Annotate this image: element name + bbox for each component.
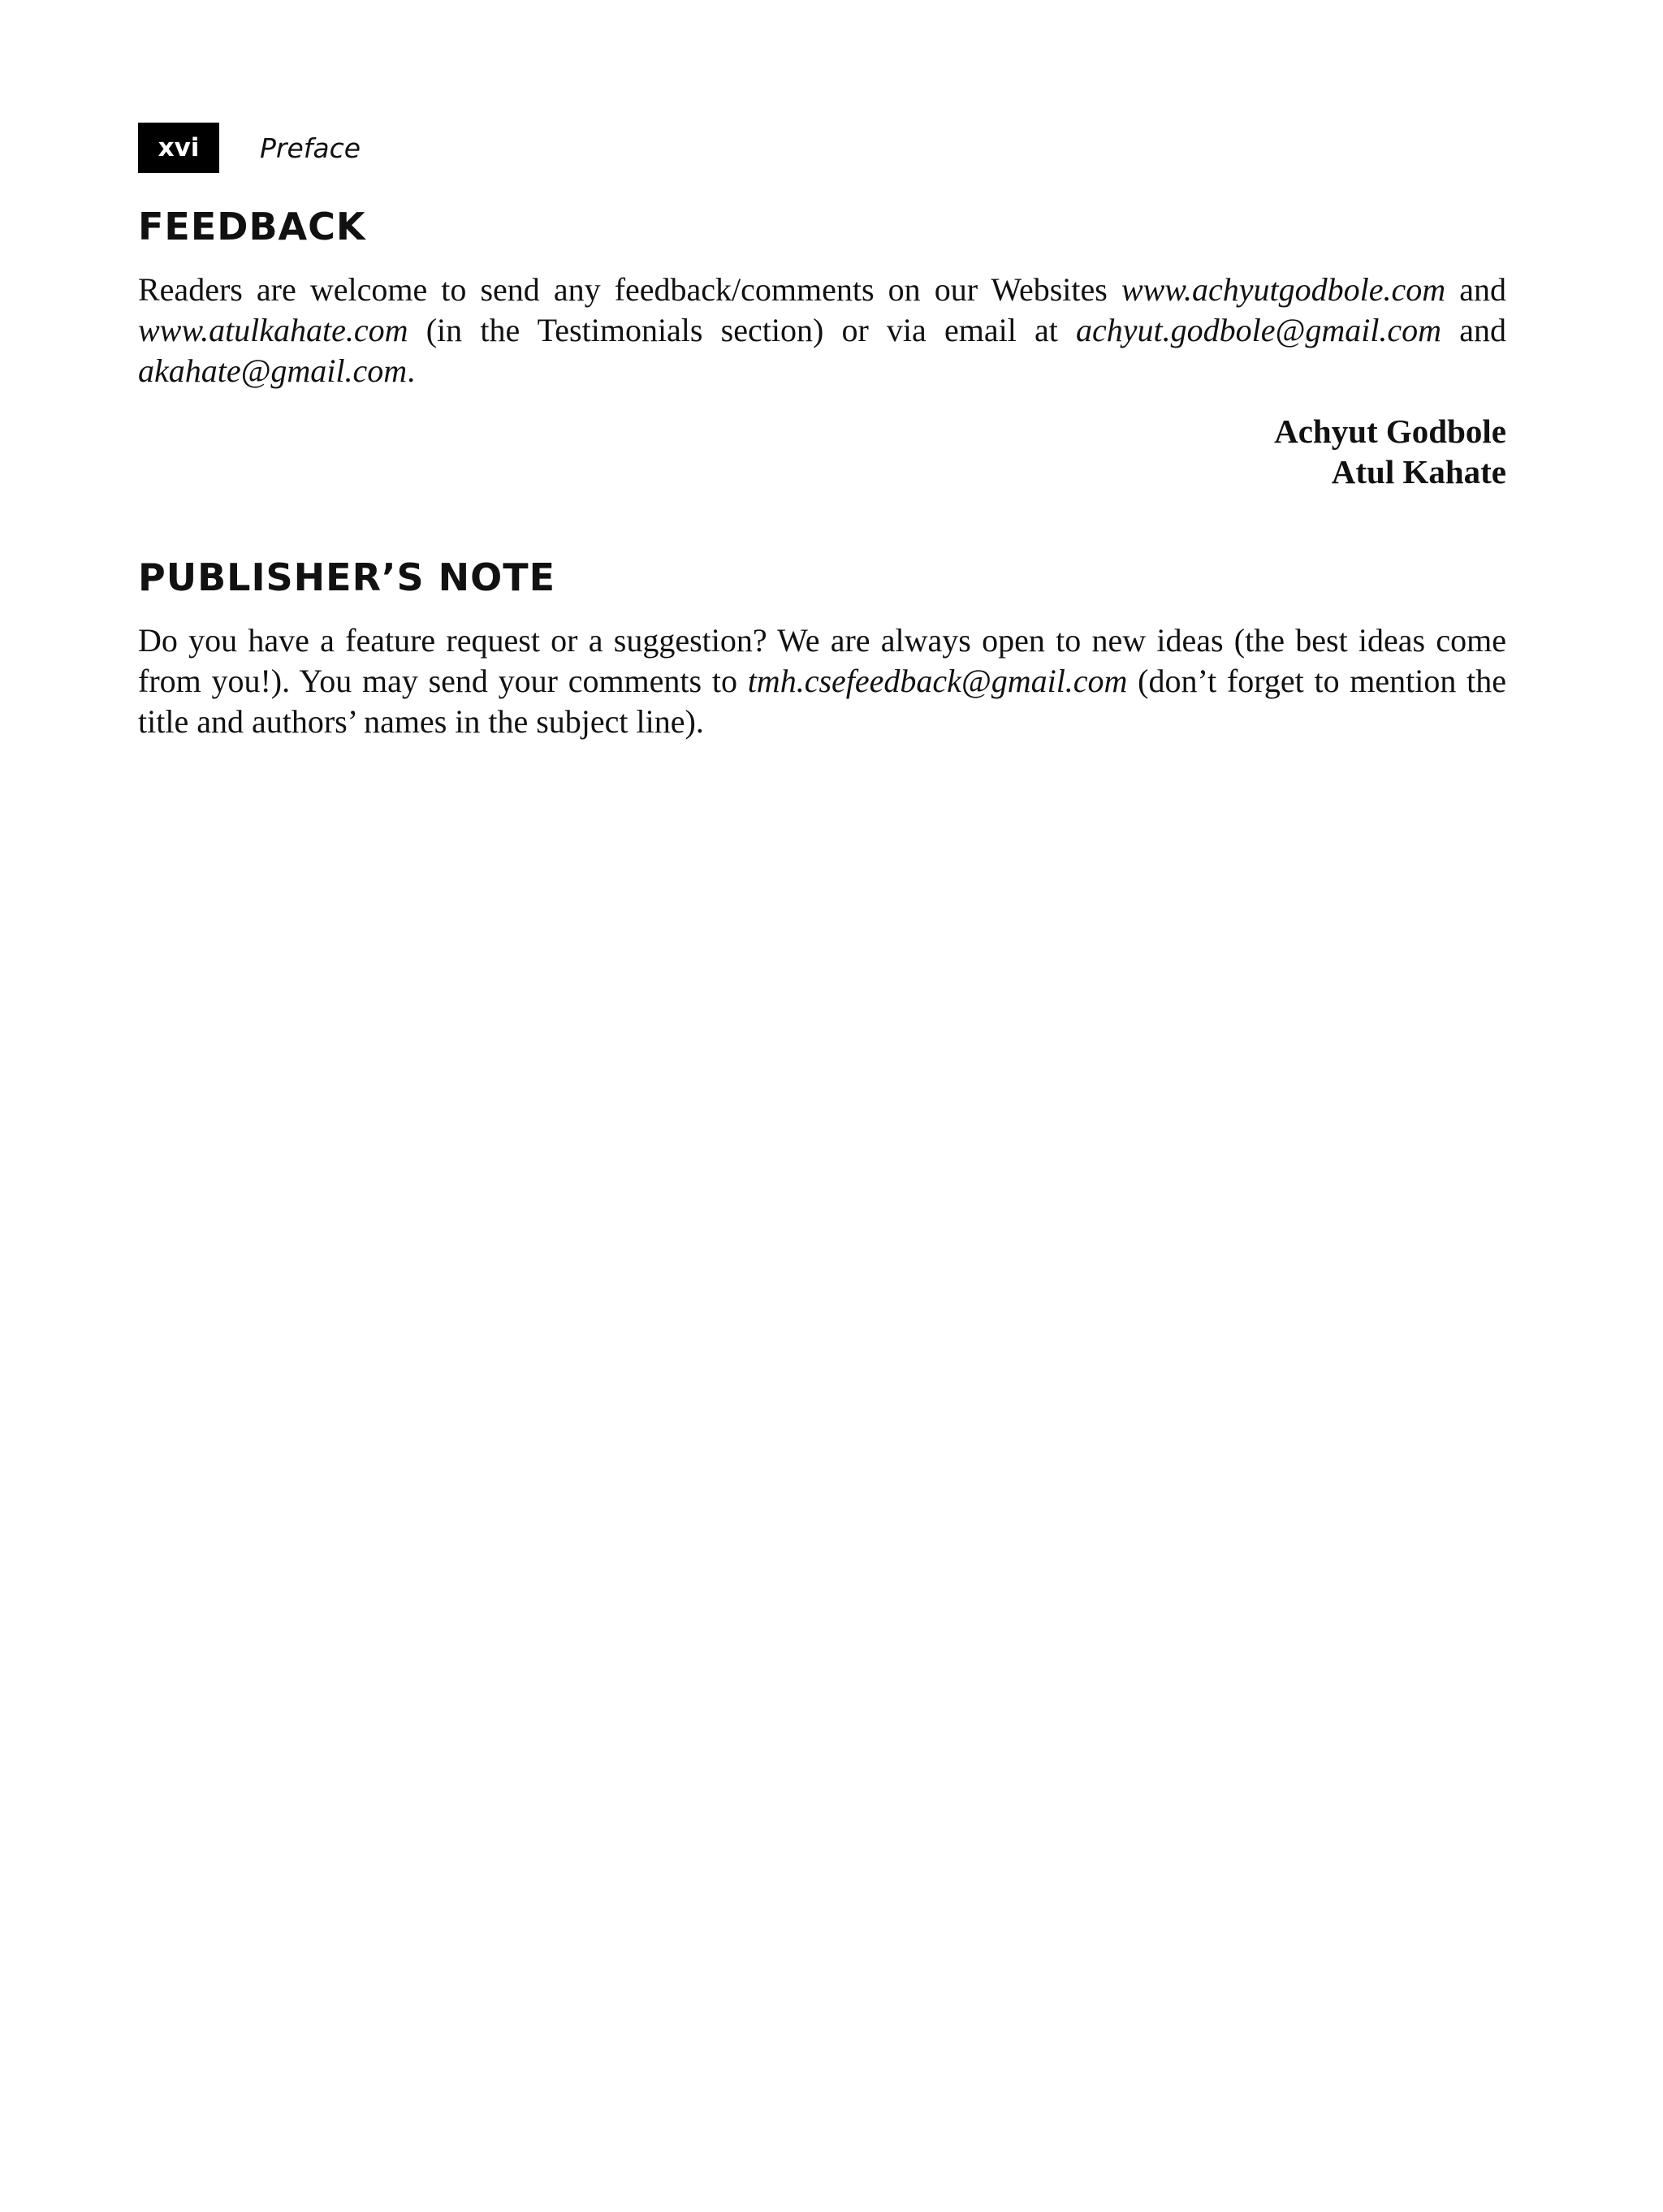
website-link-achyutgodbole: www.achyutgodbole.com <box>1121 271 1446 308</box>
feedback-text-1: Readers are welcome to send any feedback/comments on our Websites <box>138 271 1121 308</box>
email-akahate: akahate@gmail.com <box>138 352 408 389</box>
page <box>138 122 1506 742</box>
running-head-section: Preface <box>260 132 361 164</box>
website-link-atulkahate: www.atulkahate.com <box>138 312 408 348</box>
feedback-paragraph <box>138 270 1506 391</box>
feedback-text-5: . <box>407 352 416 389</box>
feedback-heading: FEEDBACK <box>138 205 366 248</box>
feedback-text-2: and <box>1445 271 1506 308</box>
running-head <box>138 122 1506 174</box>
email-tmh-csefeedback: tmh.csefeedback@gmail.com <box>747 663 1128 699</box>
author-name: Atul Kahate <box>1331 453 1506 490</box>
publishers-note-heading: PUBLISHER’S NOTE <box>138 555 556 599</box>
author-signatures <box>138 411 1506 492</box>
feedback-text-3: (in the Testimonials section) or via email at <box>408 312 1077 348</box>
publishers-note-paragraph <box>138 620 1506 742</box>
page-number: xvi <box>138 123 219 173</box>
publishers-note-text-2: (don’t forget to mention the title and authors’ names in the subject line). <box>138 663 1507 740</box>
feedback-text-4: and <box>1441 312 1506 348</box>
email-achyut: achyut.godbole@gmail.com <box>1076 312 1442 348</box>
author-name: Achyut Godbole <box>1274 413 1506 450</box>
publishers-note-text-1: Do you have a feature request or a suggestion? We are always open to new ideas (the best ideas come from you!). You may send your comments to <box>138 622 1506 699</box>
